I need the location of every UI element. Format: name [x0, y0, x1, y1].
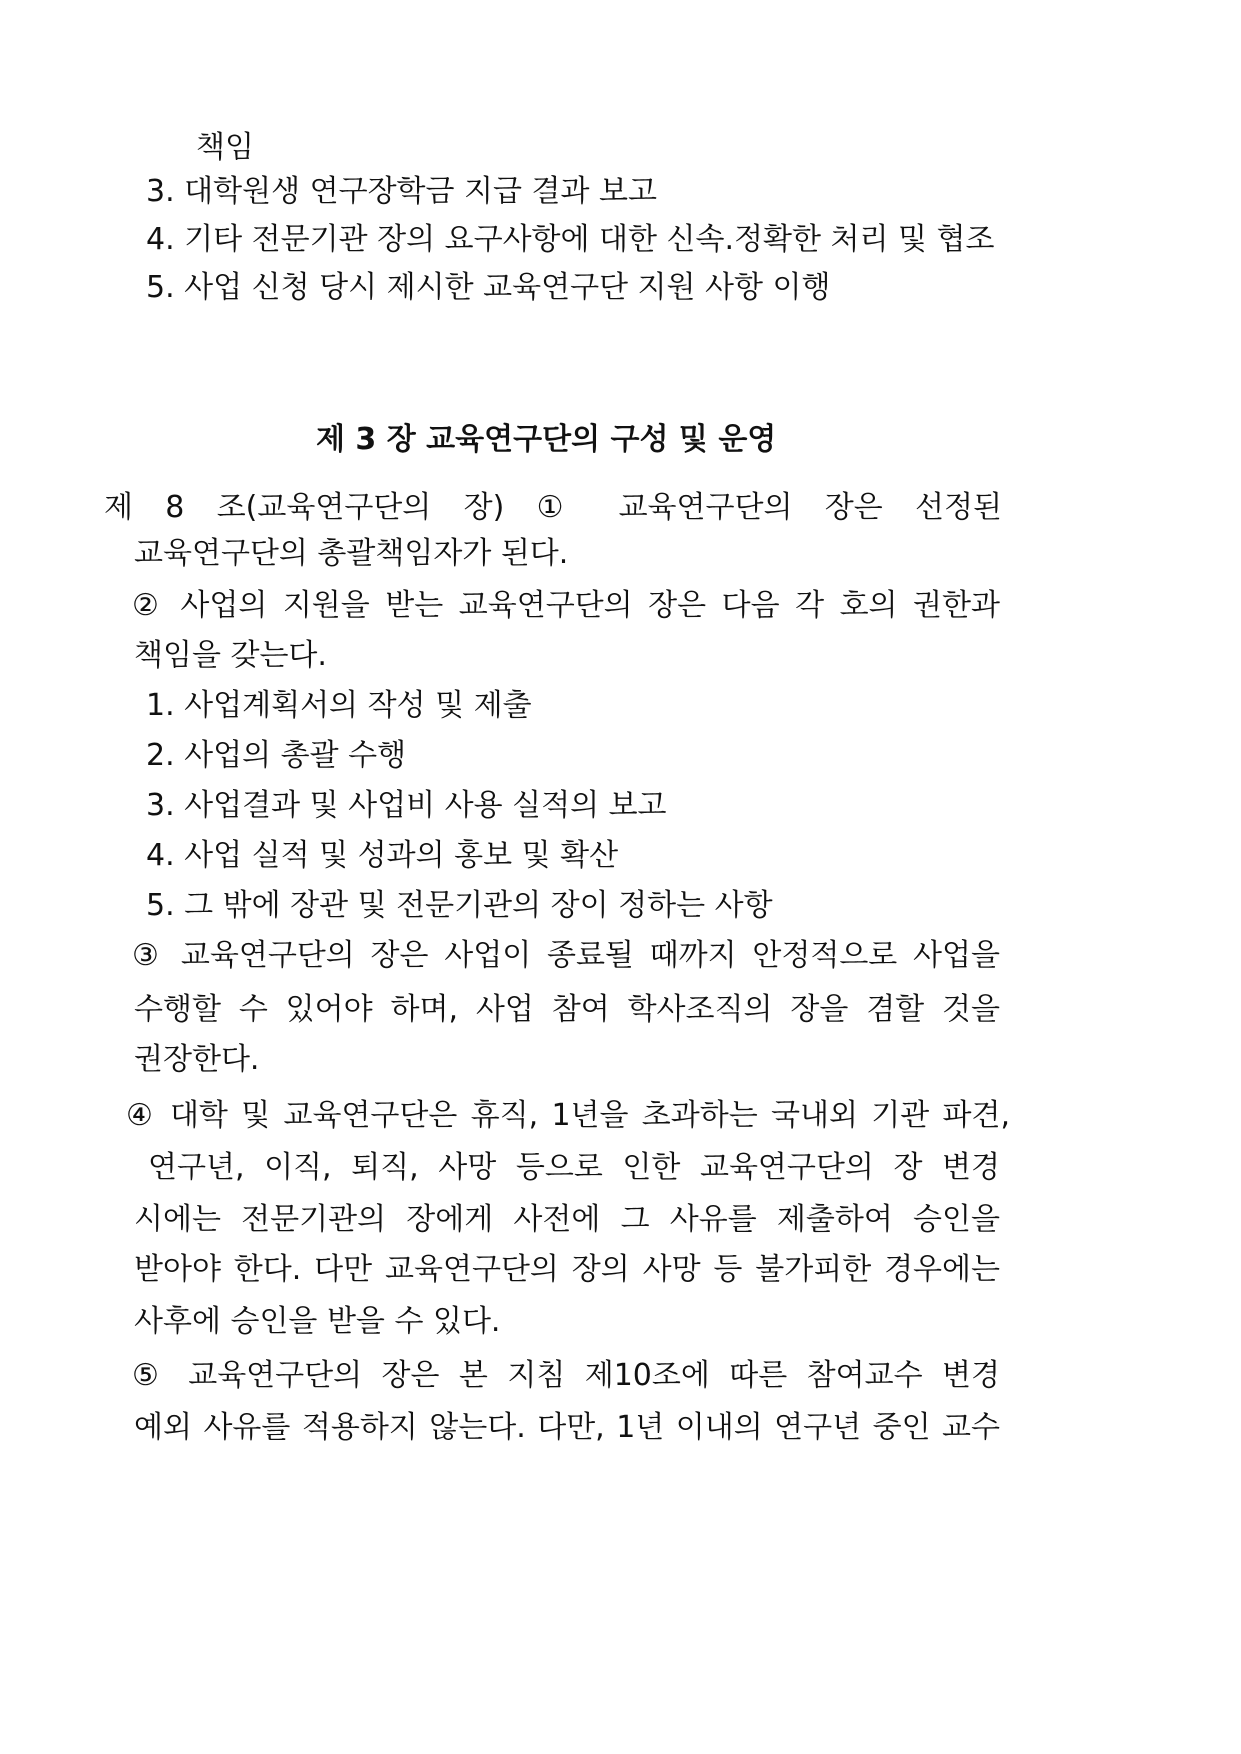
list-item: 5. 그 밖에 장관 및 전문기관의 장이 정하는 사항 — [146, 888, 773, 923]
list-item: 5. 사업 신청 당시 제시한 교육연구단 지원 사항 이행 — [146, 270, 831, 305]
paragraph-line: ② 사업의 지원을 받는 교육연구단의 장은 다음 각 호의 권한과 — [132, 588, 1000, 623]
paragraph-line: ③ 교육연구단의 장은 사업이 종료될 때까지 안정적으로 사업을 — [132, 938, 1000, 973]
paragraph-line: 권장한다. — [134, 1042, 260, 1077]
list-item: 4. 사업 실적 및 성과의 홍보 및 확산 — [146, 838, 619, 873]
paragraph-line: 시에는 전문기관의 장에게 사전에 그 사유를 제출하여 승인을 — [134, 1202, 1000, 1237]
chapter-title: 제 3 장 교육연구단의 구성 및 운영 — [316, 422, 777, 457]
item-continuation: 책임 — [196, 130, 254, 165]
list-item: 3. 사업결과 및 사업비 사용 실적의 보고 — [146, 788, 667, 823]
paragraph-line: 책임을 갖는다. — [134, 638, 327, 673]
paragraph-line: ⑤ 교육연구단의 장은 본 지침 제10조에 따른 참여교수 변경 — [132, 1358, 1000, 1393]
list-item: 4. 기타 전문기관 장의 요구사항에 대한 신속.정확한 처리 및 협조 — [146, 222, 995, 257]
paragraph-line: 사후에 승인을 받을 수 있다. — [134, 1304, 501, 1339]
paragraph-line: 교육연구단의 총괄책임자가 된다. — [134, 536, 569, 571]
article-heading: 제 8 조(교육연구단의 장) ① 교육연구단의 장은 선정된 — [104, 490, 1002, 525]
paragraph-line: ④ 대학 및 교육연구단은 휴직, 1년을 초과하는 국내외 기관 파견, — [126, 1098, 1010, 1133]
paragraph-line: 수행할 수 있어야 하며, 사업 참여 학사조직의 장을 겸할 것을 — [134, 992, 1000, 1027]
list-item: 1. 사업계획서의 작성 및 제출 — [146, 688, 532, 723]
paragraph-line: 받아야 한다. 다만 교육연구단의 장의 사망 등 불가피한 경우에는 — [134, 1252, 1000, 1287]
list-item: 2. 사업의 총괄 수행 — [146, 738, 407, 773]
list-item: 3. 대학원생 연구장학금 지급 결과 보고 — [146, 174, 658, 209]
paragraph-line: 연구년, 이직, 퇴직, 사망 등으로 인한 교육연구단의 장 변경 — [148, 1150, 1000, 1185]
paragraph-line: 예외 사유를 적용하지 않는다. 다만, 1년 이내의 연구년 중인 교수 — [134, 1410, 1000, 1445]
